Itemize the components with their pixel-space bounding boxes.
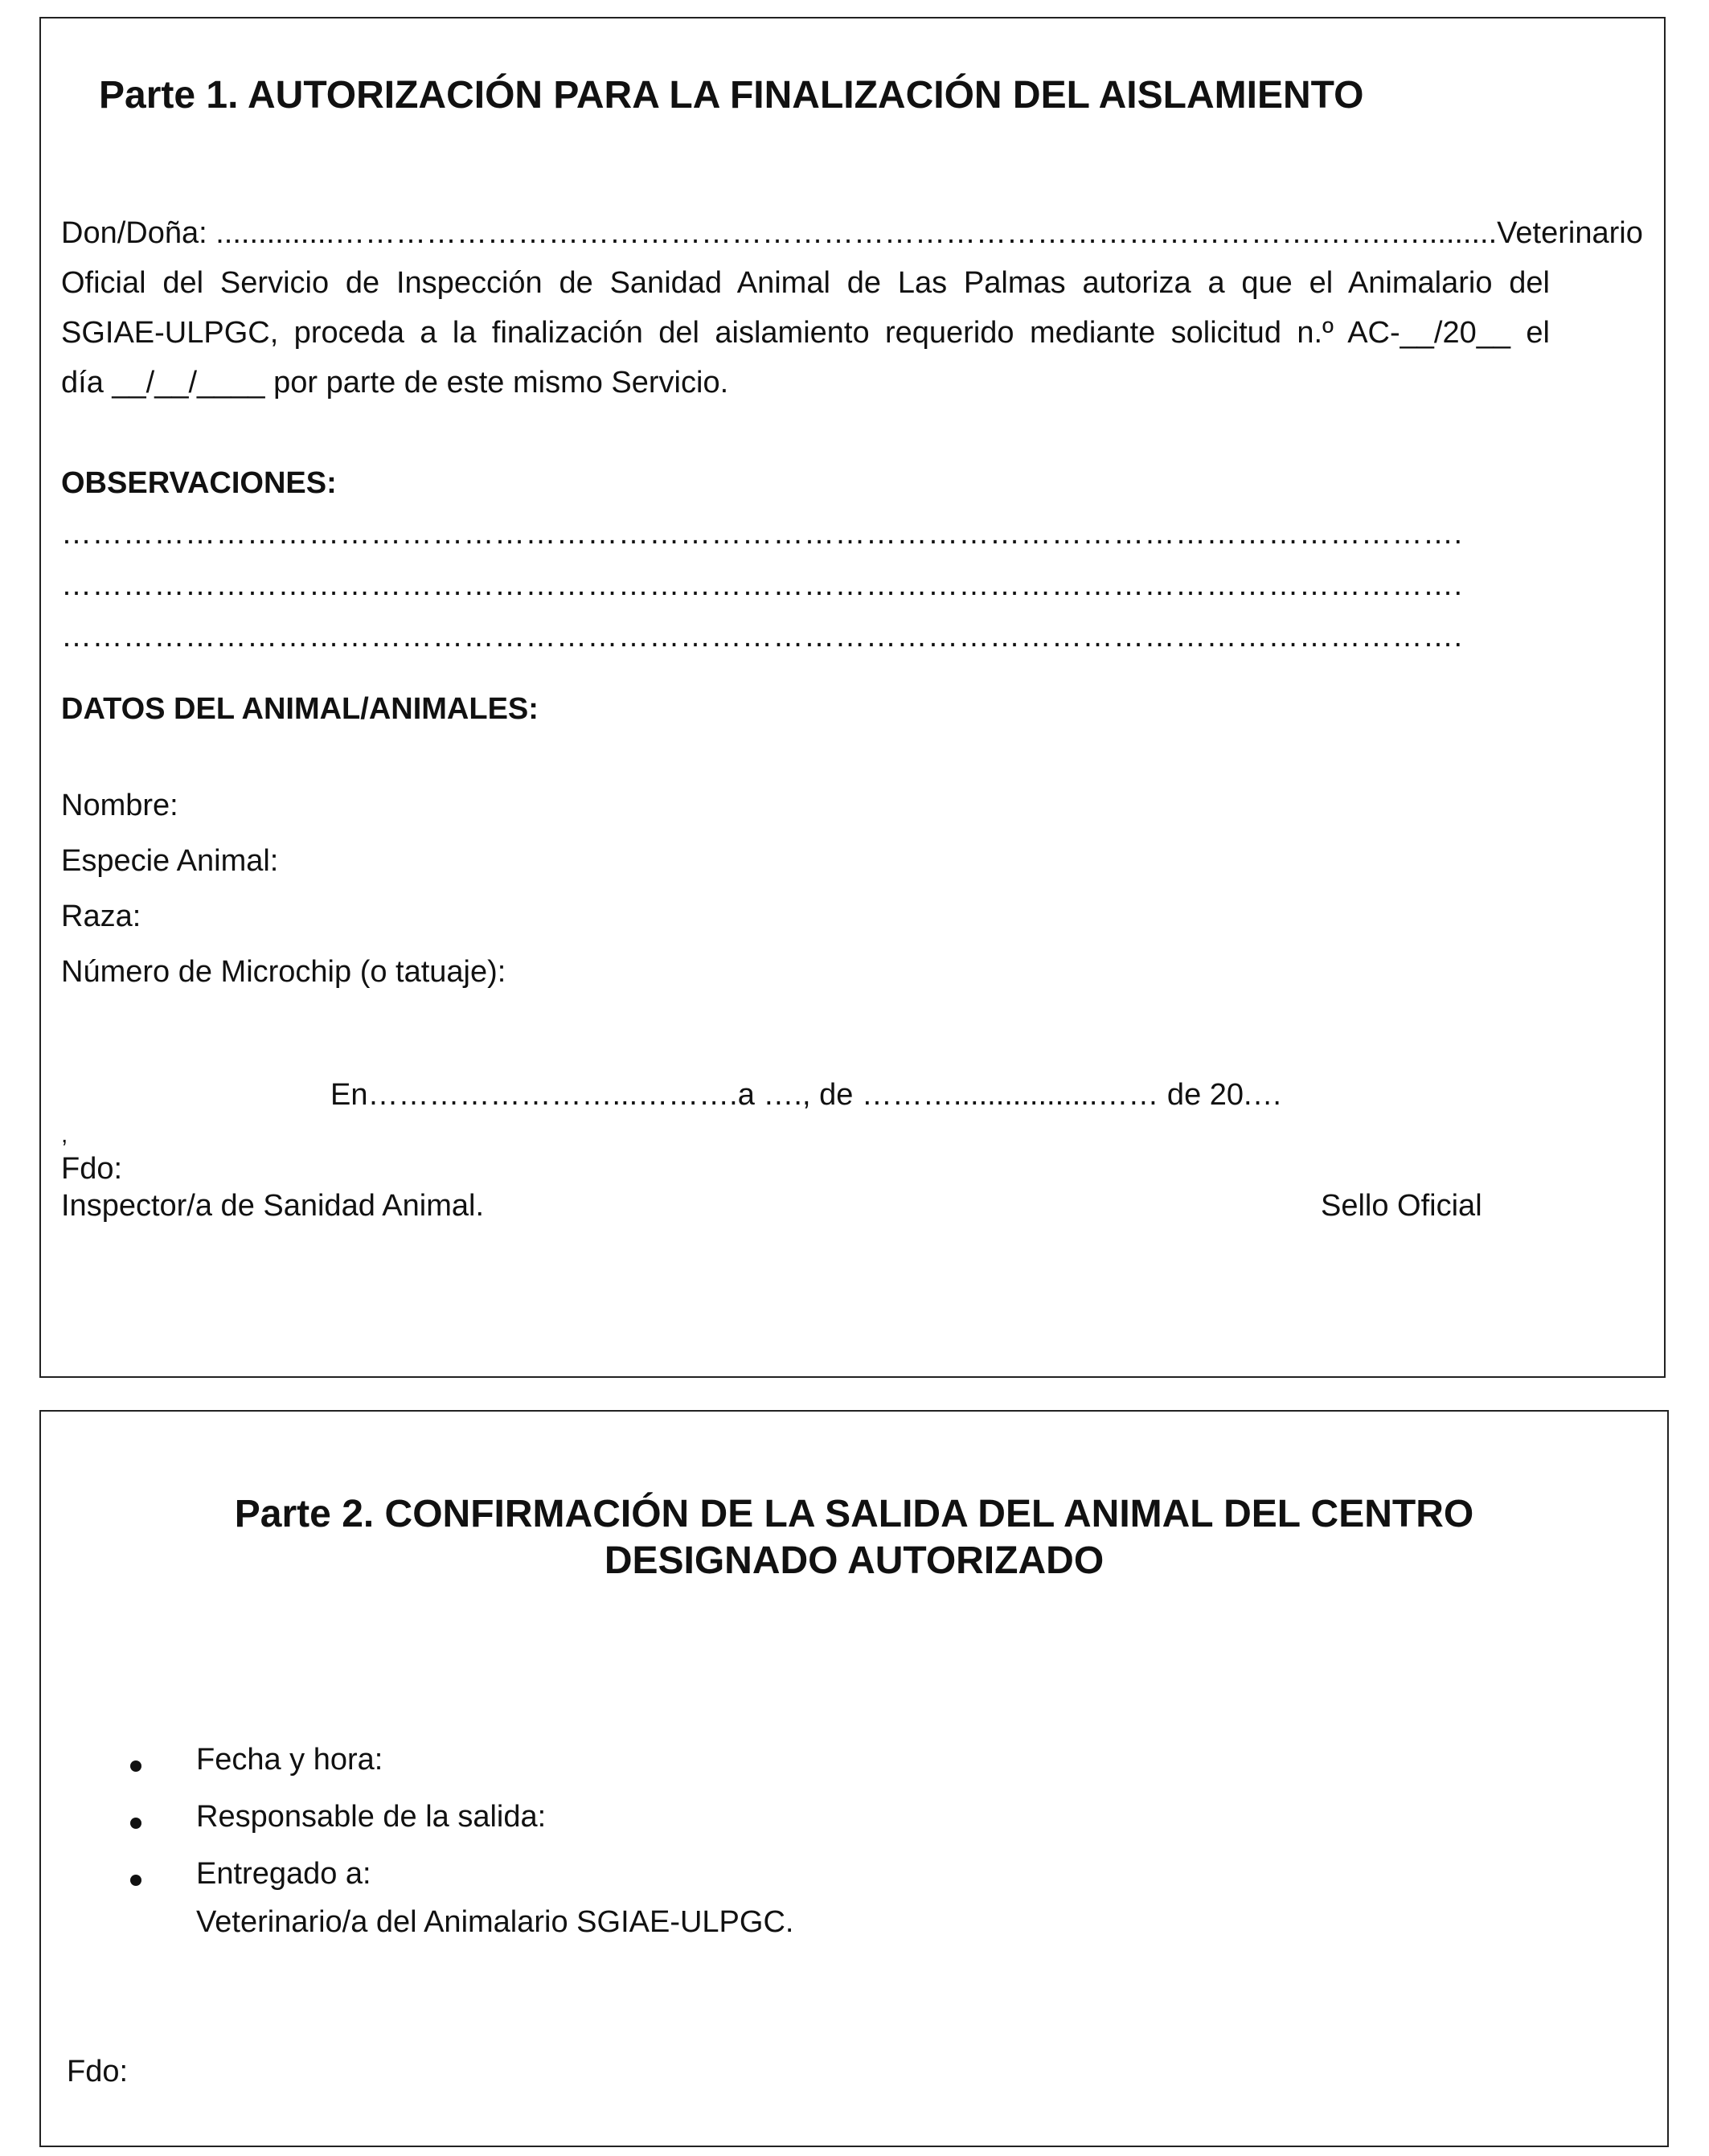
field-especie: Especie Animal: (61, 844, 279, 878)
stray-comma: , (61, 1121, 68, 1148)
official-seal-label: Sello Oficial (1321, 1189, 1482, 1223)
fdo-label: Fdo: (67, 2055, 129, 2088)
bullet-icon (130, 1818, 141, 1829)
paragraph-line-4: día __/__/____ por parte de este mismo Servicio. (61, 366, 729, 400)
observaciones-line-1: ………………………………………………………………………………………………………………………. (61, 517, 1463, 551)
datos-animal-label: DATOS DEL ANIMAL/ANIMALES: (61, 692, 539, 726)
item-fecha-hora: Fecha y hora: (196, 1743, 383, 1777)
bullet-icon (130, 1760, 141, 1772)
observaciones-line-2: ………………………………………………………………………………………………………………………. (61, 568, 1463, 602)
item-responsable: Responsable de la salida: (196, 1800, 547, 1834)
paragraph-line-1: Don/Doña: ..............…………………………………………………………………………………….…….….........Veterinario (61, 216, 1643, 250)
fdo-label: Fdo: (61, 1152, 123, 1186)
part2-confirmation-box (39, 1410, 1669, 2147)
field-nombre: Nombre: (61, 789, 178, 822)
inspector-label: Inspector/a de Sanidad Animal. (61, 1189, 485, 1223)
part1-title: Parte 1. AUTORIZACIÓN PARA LA FINALIZACIÓN DEL AISLAMIENTO (99, 74, 1364, 117)
part1-authorization-box (39, 17, 1666, 1378)
place-date-line: En……………………...……….a …., de ……….................…… de 20.… (330, 1078, 1283, 1112)
part2-title-line-2: DESIGNADO AUTORIZADO (604, 1539, 1104, 1582)
paragraph-line-3: SGIAE-ULPGC, proceda a la finalización del aislamiento requerido mediante solicitud n.º AC-__/20__ el (61, 316, 1550, 350)
observaciones-label: OBSERVACIONES: (61, 466, 337, 500)
bullet-icon (130, 1875, 141, 1886)
field-raza: Raza: (61, 900, 141, 933)
item-entregado: Entregado a: (196, 1857, 371, 1891)
authorization-paragraph (61, 208, 1643, 408)
field-microchip: Número de Microchip (o tatuaje): (61, 955, 506, 989)
part2-title-line-1: Parte 2. CONFIRMACIÓN DE LA SALIDA DEL ANIMAL DEL CENTRO (234, 1493, 1474, 1535)
paragraph-line-2: Oficial del Servicio de Inspección de Sanidad Animal de Las Palmas autoriza a que el Animalario del (61, 266, 1550, 300)
entregado-detail: Veterinario/a del Animalario SGIAE-ULPGC. (196, 1905, 794, 1939)
observaciones-line-3: ………………………………………………………………………………………………………………………. (61, 620, 1463, 654)
